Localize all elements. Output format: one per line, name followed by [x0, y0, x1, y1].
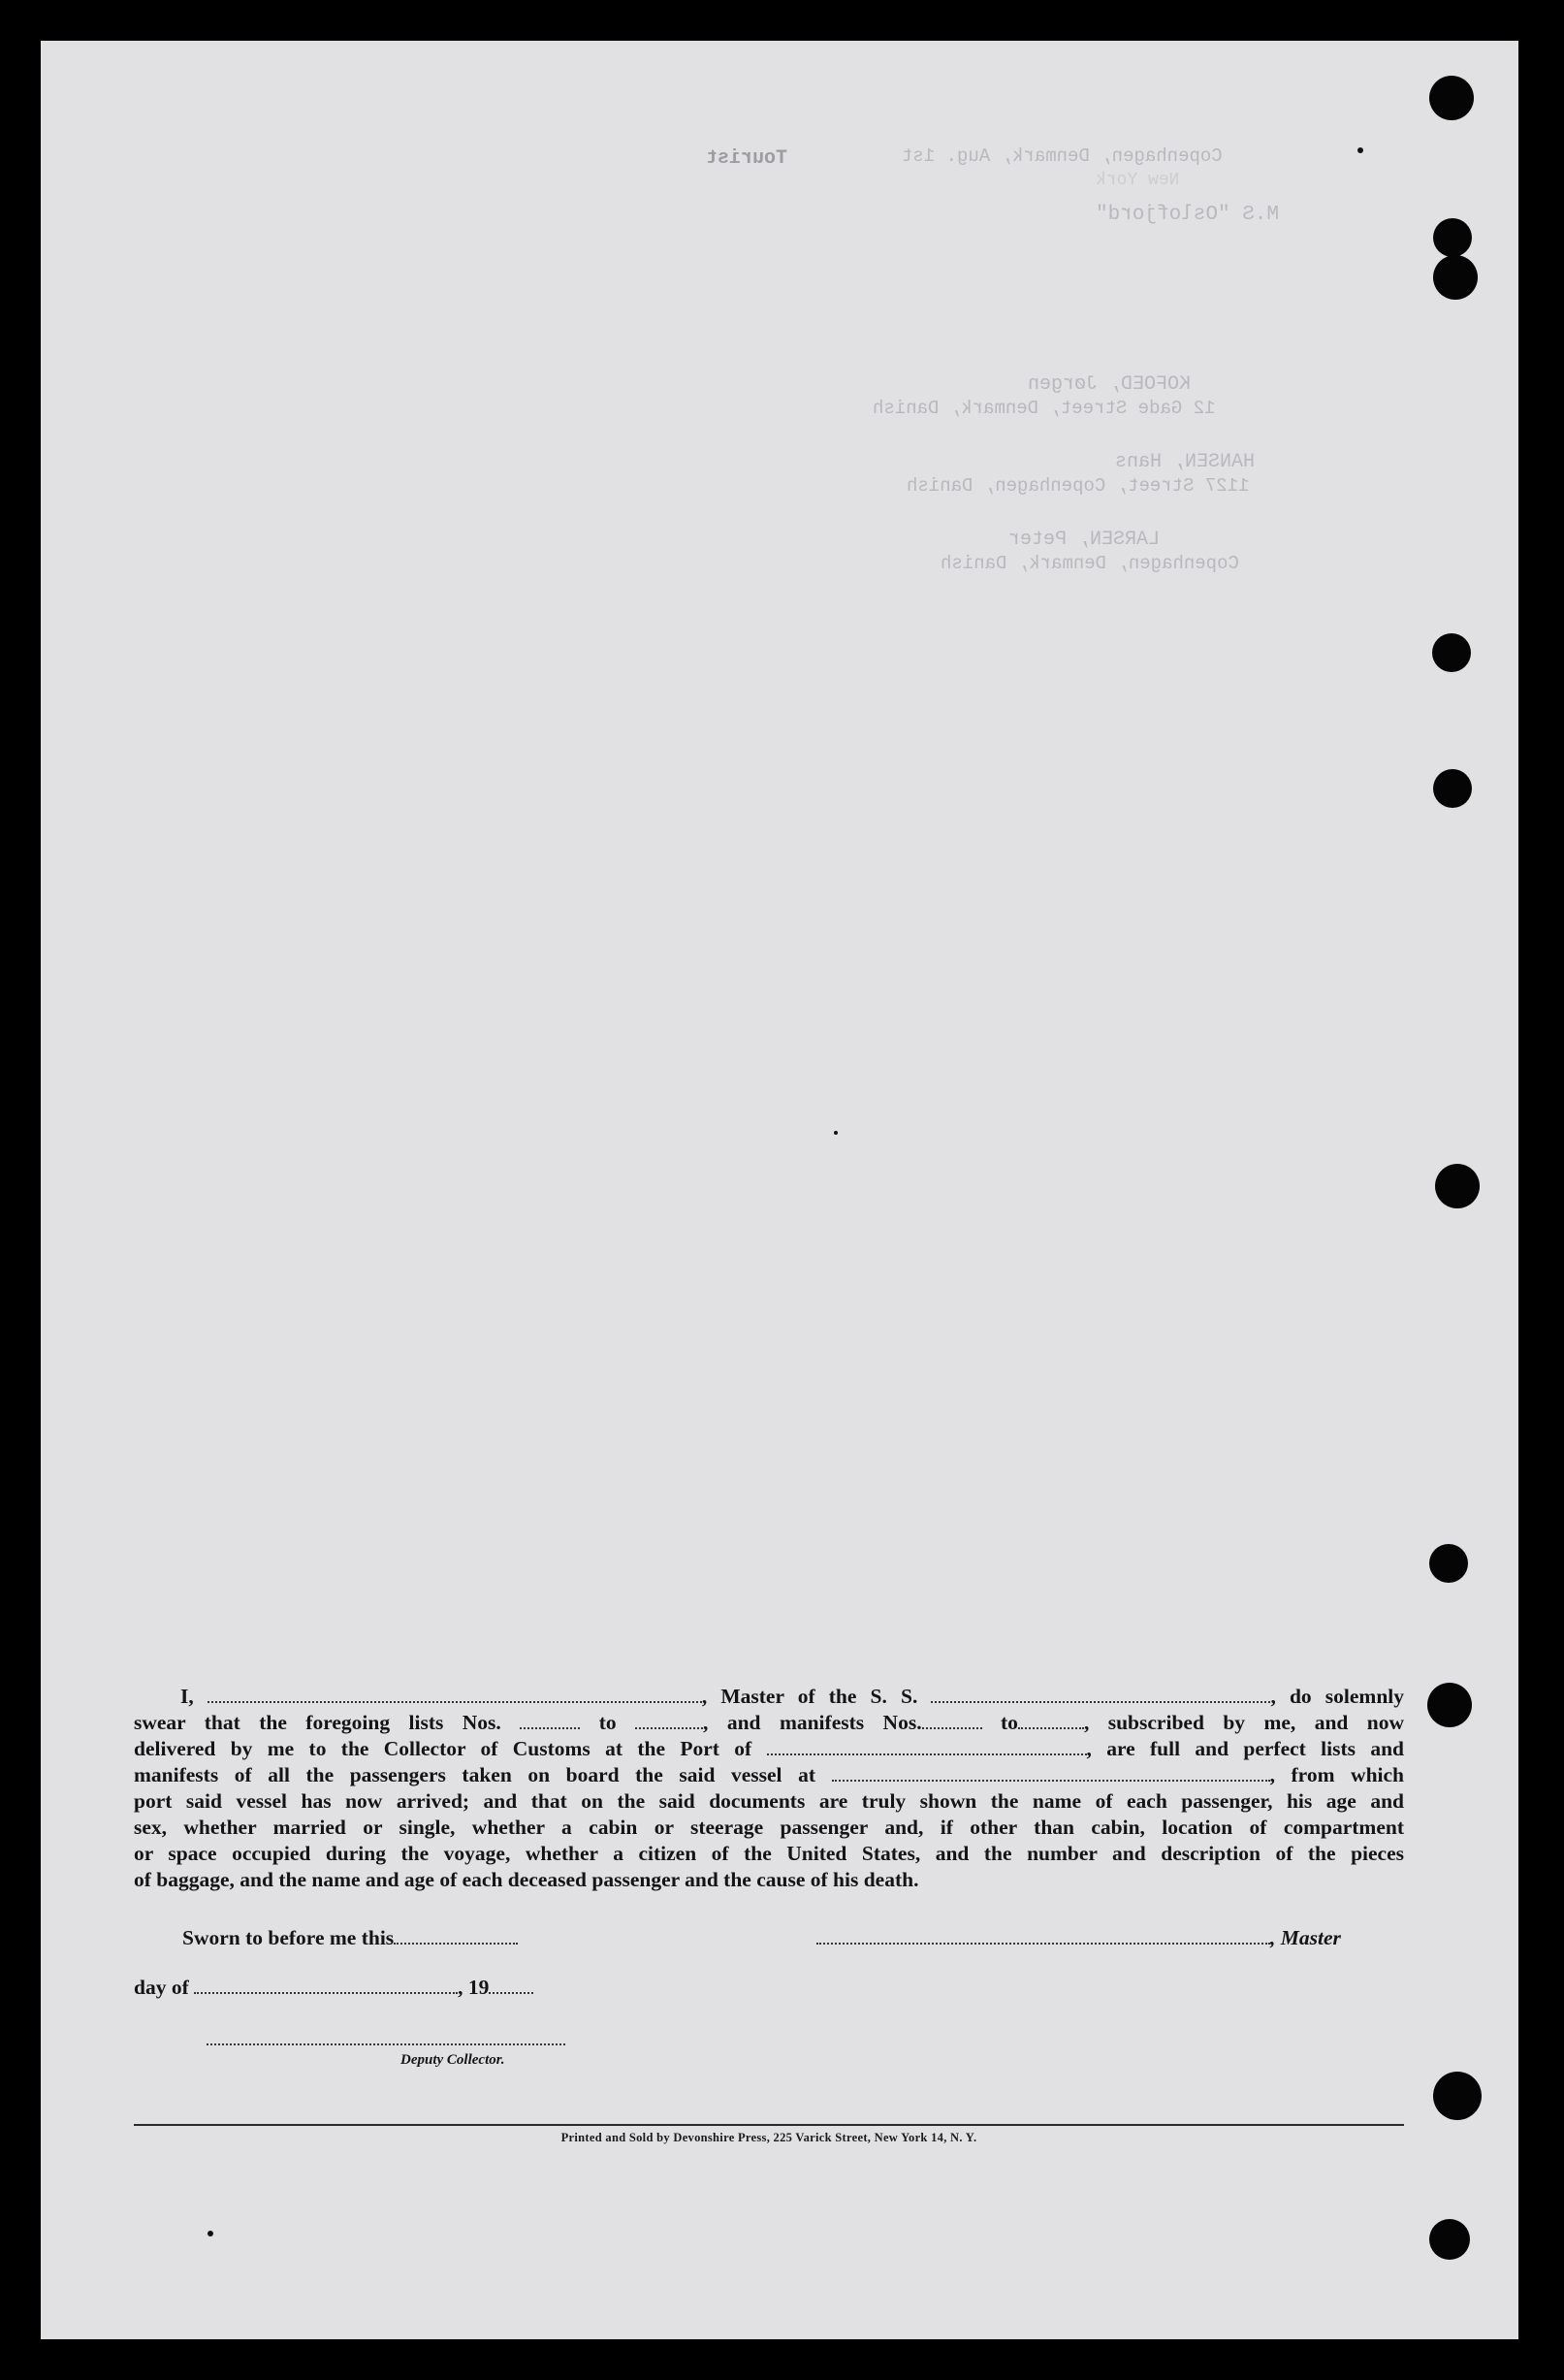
bleed-through-text: KOFOED, Jørgen [1028, 373, 1192, 396]
master-signature-line: , Master [816, 1925, 1341, 1950]
blank-master-signature [816, 1925, 1270, 1945]
punch-hole [1429, 76, 1474, 120]
sworn-line: Sworn to before me this [182, 1925, 518, 1950]
blank-year [489, 1975, 533, 1994]
punch-hole [1429, 1544, 1468, 1583]
bleed-through-text: Copenhagen, Denmark, Danish [941, 553, 1239, 574]
bleed-through-heading: Tourist [706, 147, 788, 170]
bleed-through-text: M.S "Oslofjord" [1096, 204, 1280, 226]
blank-month [194, 1975, 458, 1994]
blank-manifest-to [1018, 1710, 1084, 1729]
punch-hole [1433, 769, 1472, 808]
ink-speck [834, 1131, 838, 1135]
blank-master-name [207, 1684, 702, 1703]
bleed-through-text: HANSEN, Hans [1115, 451, 1256, 473]
punch-hole [1427, 1683, 1472, 1727]
blank-list-from [520, 1710, 580, 1729]
blank-manifest-from [922, 1710, 982, 1729]
punch-hole [1432, 633, 1471, 672]
punch-hole [1433, 2072, 1482, 2120]
punch-hole [1429, 2219, 1470, 2260]
oath-line: manifests of all the passengers taken on board the said vessel at , from which [134, 1763, 1405, 1786]
blank-port [767, 1736, 1087, 1755]
blank-deputy-signature [207, 2036, 565, 2045]
punch-hole [1433, 255, 1478, 300]
oath-line: sex, whether married or single, whether a cabin or steerage passenger and, if other than cabin, location of compartment [134, 1816, 1404, 1839]
bleed-through-text: LARSEN, Peter [1008, 529, 1161, 551]
punch-hole [1435, 1164, 1480, 1208]
oath-line: swear that the foregoing lists Nos. to , and manifests Nos. to , subscribed by me, and now [134, 1711, 1405, 1734]
oath-line: of baggage, and the name and age of each deceased passenger and the cause of his death. [134, 1868, 919, 1891]
bleed-through-text: Copenhagen, Denmark, Aug. 1st [902, 145, 1223, 167]
blank-sworn-day [394, 1925, 518, 1945]
bleed-through-text: 12 Gade Street, Denmark, Danish [873, 398, 1216, 419]
punch-hole [1433, 218, 1472, 257]
blank-vessel-name [931, 1684, 1270, 1703]
blank-list-to [635, 1710, 703, 1729]
oath-line: or space occupied during the voyage, whether a citizen of the United States, and the number and description of the pieces [134, 1842, 1404, 1865]
master-oath [134, 1684, 1404, 1893]
ink-speck [1357, 147, 1363, 153]
deputy-collector-label: Deputy Collector. [400, 2052, 505, 2068]
ink-speck [207, 2231, 213, 2236]
day-of-line: day of , 19 [134, 1975, 533, 2000]
blank-embarkation-port [832, 1762, 1270, 1782]
oath-line: delivered by me to the Collector of Customs at the Port of , are full and perfect lists and [134, 1737, 1404, 1760]
oath-line: port said vessel has now arrived; and that on the said documents are truly shown the name of each passenger, his age and [134, 1789, 1404, 1813]
printer-imprint: Printed and Sold by Devonshire Press, 225 Varick Street, New York 14, N. Y. [560, 2131, 977, 2144]
footer-rule [134, 2124, 1404, 2126]
bleed-through-text: New York [1096, 171, 1180, 190]
bleed-through-text: 1127 Street, Copenhagen, Danish [907, 475, 1250, 497]
oath-line: I, , Master of the S. S. , do solemnly [180, 1685, 1405, 1708]
deputy-signature-line [207, 2027, 565, 2051]
